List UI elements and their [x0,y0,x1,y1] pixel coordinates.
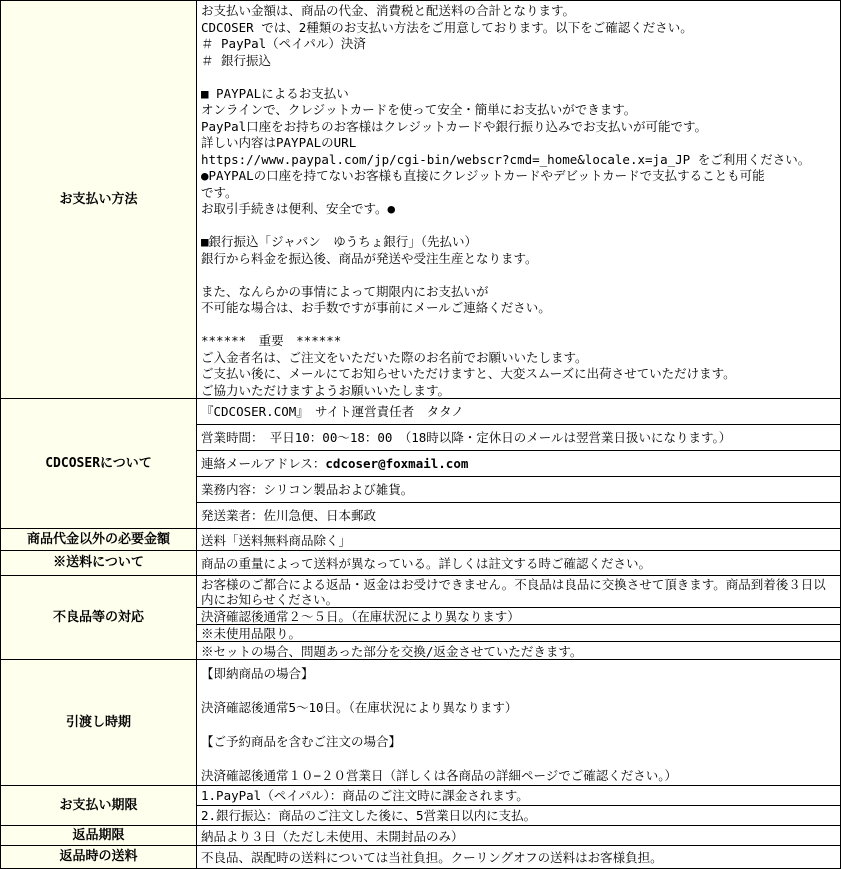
payment-line-blank [201,218,836,235]
row-header-shipping-note [1,551,197,575]
payment-line: ご入金者名は、ご注文をいただいた際のお名前でお願いいたします。 [201,349,588,365]
defective-text: ※セットの場合、問題あった部分を交換/返金させていただきます。 [201,643,583,659]
delivery-line: 決済確認後通常5〜10日。（在庫状況により異なります） [201,700,518,715]
row-header-payment-deadline [1,786,197,825]
payment-deadline-row [197,806,840,825]
about-hours-text: 営業時間： 平日10：00〜18：00 （18時以降・定休日のメールは翌営業日扱いになります。） [201,430,732,445]
row-header-label: 返品時の送料 [59,849,138,864]
row-return-shipping [1,846,840,868]
defective-text: 決済確認後通常２〜５日。（在庫状況により異なります） [201,608,520,624]
shipping-note-content [197,551,840,575]
return-shipping-text: 不良品、誤配時の送料については当社負担。クーリングオフの送料はお客様負担。 [201,850,663,865]
payment-line-important: ****** 重要 ****** [201,333,342,348]
shipping-note-text: 商品の重量によって送料が異なっている。詳しくは註文する時ご確認ください。 [201,556,652,571]
row-payment-method [1,1,840,399]
row-header-label: 返品期限 [72,827,125,843]
payment-line: ●PAYPALの口座を持てないお客様も直接にクレジットカードやデビットカードで支払することも可能 [201,168,765,183]
delivery-line-blank [201,682,836,699]
delivery-line-blank [201,750,836,767]
extra-fees-content [197,529,840,550]
payment-method-content [197,1,840,398]
row-header-return-deadline [1,826,197,845]
row-header-about [1,399,197,528]
row-payment-deadline [1,786,840,826]
defective-text: ※未使用品限り。 [201,625,302,641]
row-header-label: お支払い期限 [59,797,138,813]
payment-line-blank [201,267,836,284]
delivery-time-content [197,660,840,785]
return-deadline-text: 納品より３日（ただし未使用、未開封品のみ） [201,828,464,844]
payment-line: ＃ PayPal（ペイパル）決済 [201,36,366,51]
about-shipper-row [197,503,840,528]
defective-row [197,642,840,659]
payment-line: CDCOSER では、2種類のお支払い方法をご用意しております。以下をご確認ください。 [201,19,693,35]
contact-email-label: 連絡メールアドレス： [201,456,326,471]
return-shipping-content [197,846,840,868]
payment-line: ■銀行振込「ジャパン ゆうちょ銀行」（先払い） [201,234,478,249]
delivery-line: 【即納商品の場合】 [201,666,314,681]
payment-line: ご協力いただけますようお願いいたします。 [201,382,451,398]
paypal-url-line: https://www.paypal.com/jp/cgi-bin/webscr?cmd=_home&locale.x=ja_JP をご利用ください。 [201,151,811,167]
about-content [197,399,840,528]
return-deadline-content [197,826,840,845]
row-header-defective-policy [1,576,197,659]
payment-line: 銀行から料金を振込後、商品が発送や受注生産となります。 [201,250,538,266]
payment-line: PayPal口座をお持ちのお客様はクレジットカードや銀行振り込みでお支払いが可能です。 [201,118,707,134]
row-header-label: CDCOSERについて [45,455,152,471]
payment-line: です。 [201,184,238,200]
row-header-label: お支払い方法 [59,191,138,207]
payment-line: ＃ 銀行振込 [201,52,272,68]
payment-line: 詳しい内容はPAYPALのURL [201,135,357,150]
about-site-text: 『CDCOSER.COM』 サイト運営責任者 タタノ [201,404,464,419]
row-delivery-time [1,660,840,786]
row-header-label: 商品代金以外の必要金額 [26,531,170,547]
about-email-row [197,451,840,477]
payment-line: ご支払い後に、メールにてお知らせいただけますと、大変スムーズに出荷させていただけます。 [201,366,736,381]
extra-fees-text: 送料「送料無料商品除く」 [201,532,352,548]
payment-line: また、なんらかの事情によって期限内にお支払いが [201,283,489,299]
row-defective-policy [1,576,840,660]
row-extra-fees [1,529,840,551]
row-header-label: ※送料について [53,555,144,570]
delivery-line: 【ご予約商品を含むご注文の場合】 [201,734,402,749]
row-header-label: 不良品等の対応 [52,609,144,625]
row-header-extra-fees [1,529,197,550]
payment-line-blank [201,69,836,86]
delivery-line-blank [201,716,836,733]
about-business-row [197,477,840,503]
defective-row [197,625,840,642]
row-about [1,399,840,529]
contact-email: cdcoser@foxmail.com [325,456,469,471]
about-site-row [197,399,840,425]
defective-row [197,608,840,625]
payment-line: ■ PAYPALによるお支払い [201,85,349,101]
payment-line: お支払い金額は、商品の代金、消費税と配送料の合計となります。 [201,3,576,18]
payment-line: お取引手続きは便利、安全です。● [201,201,396,216]
payment-line-blank [201,317,836,334]
defective-text: お客様のご都合による返品・返金はお受けできません。不良品は良品に交換させて頂きます。商品到着後３日以内にお知らせください。 [201,577,826,607]
row-header-label: 引渡し時期 [65,714,131,730]
payment-line: 不可能な場合は、お手数ですが事前にメールご連絡ください。 [201,300,551,315]
payment-deadline-text: 2.銀行振込：商品のご注文した後に、5営業日以内に支払。 [201,808,537,823]
row-return-deadline [1,826,840,846]
about-hours-row [197,425,840,451]
delivery-line: 決済確認後通常１０−２０営業日（詳しくは各商品の詳細ページでご確認ください。） [201,768,678,783]
row-shipping-note [1,551,840,576]
payment-deadline-content [197,786,840,825]
row-header-payment-method [1,1,197,398]
row-header-delivery-time [1,660,197,785]
row-header-return-shipping [1,846,197,868]
payment-deadline-row [197,786,840,806]
about-business-text: 業務内容：シリコン製品および雑貨。 [201,482,414,497]
payment-line: オンラインで、クレジットカードを使って安全・簡単にお支払いができます。 [201,102,637,117]
about-shipper-text: 発送業者：佐川急便、日本郵政 [201,508,377,523]
defective-content [197,576,840,659]
payment-deadline-text: 1.PayPal（ペイパル）：商品のご注文時に課金されます。 [201,788,529,803]
defective-row [197,576,840,608]
